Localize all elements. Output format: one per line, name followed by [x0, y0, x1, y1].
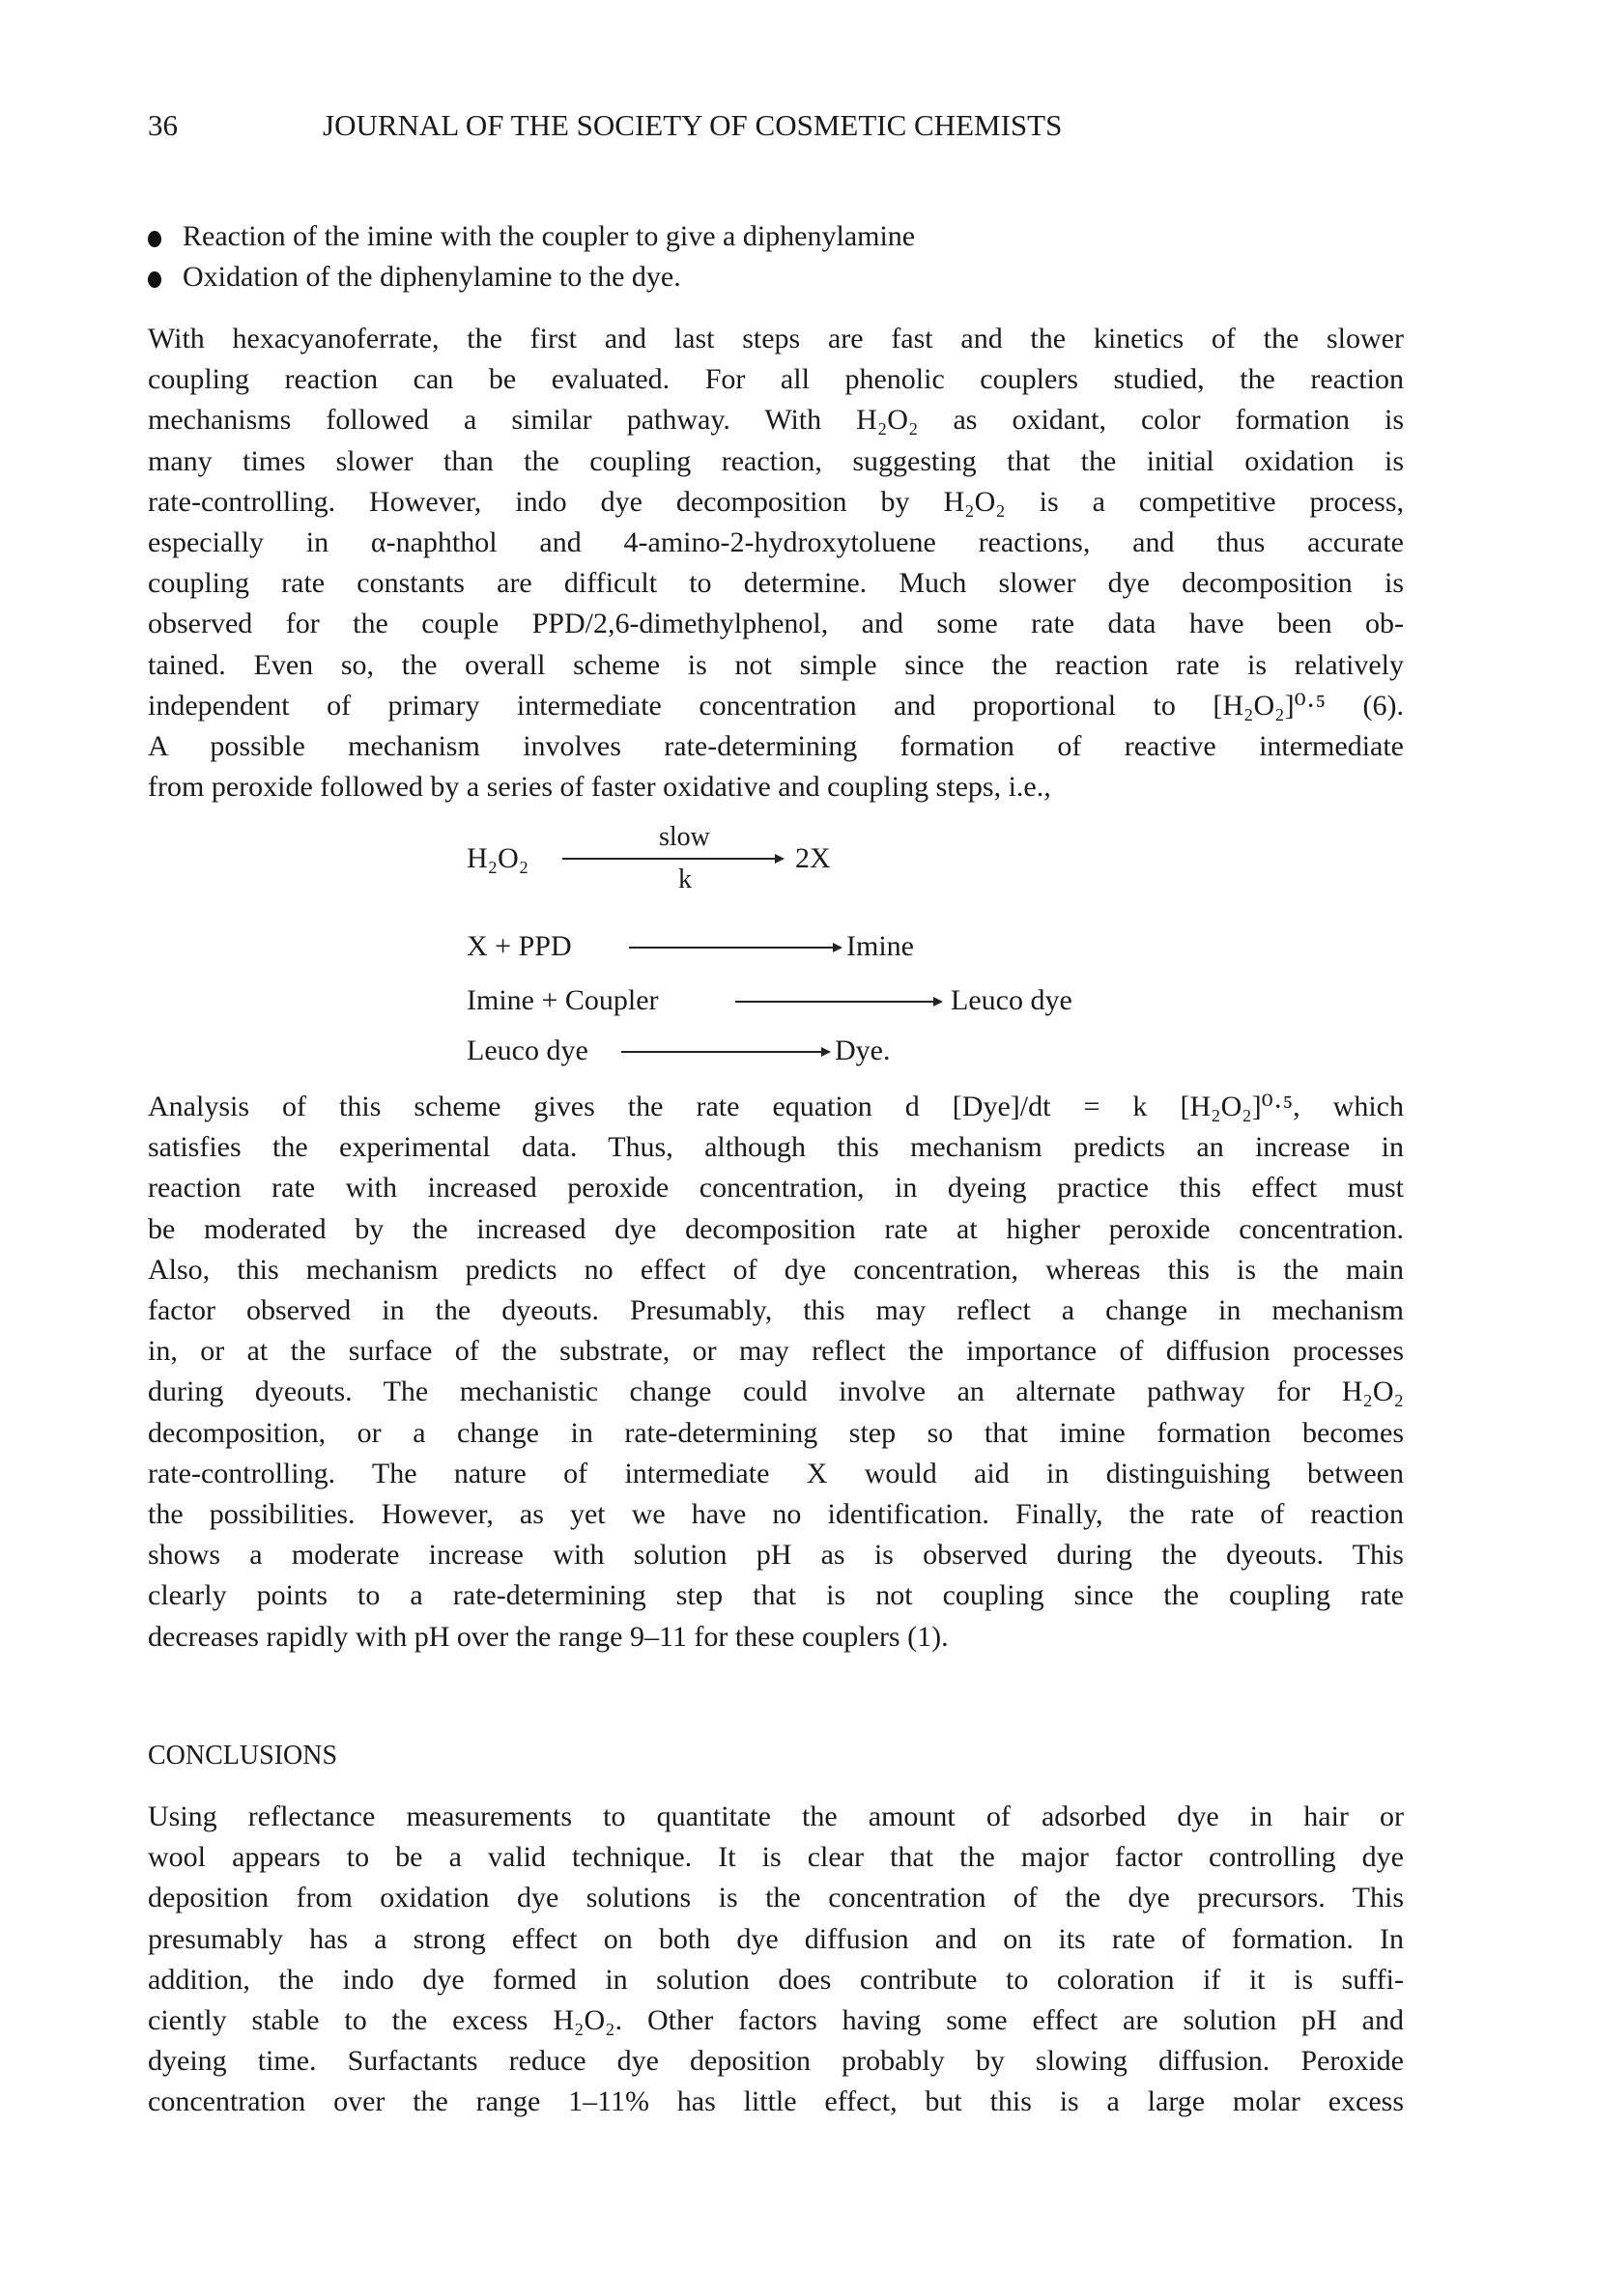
reaction-arrow [562, 858, 783, 860]
bullet-item [148, 257, 681, 298]
text-line: during dyeouts. The mechanistic change could involve an alternate pathway for H₂O₂ [148, 1375, 1404, 1408]
reaction-arrow [735, 1001, 941, 1003]
text-line: observed for the couple PPD/2,6-dimethylphenol, and some rate data have been ob- [148, 608, 1404, 640]
bullet-item [148, 216, 915, 257]
eq2-product: Imine [846, 930, 914, 962]
text-line: coupling reaction can be evaluated. For all phenolic couplers studied, the reaction [148, 363, 1404, 396]
text-line: presumably has a strong effect on both dye diffusion and on its rate of formation. In [148, 1922, 1404, 1955]
eq1-label-above: slow [659, 822, 710, 852]
text-line: clearly points to a rate-determining step that is not coupling since the coupling rate [148, 1579, 1404, 1612]
text-line: decreases rapidly with pH over the range 9–11 for these couplers (1). [148, 1620, 949, 1653]
page-number: 36 [148, 108, 178, 142]
bullet-text: Oxidation of the diphenylamine to the dye. [183, 261, 681, 293]
text-line: from peroxide followed by a series of faster oxidative and coupling steps, i.e., [148, 771, 1051, 804]
eq3-product: Leuco dye [951, 984, 1072, 1016]
text-line: be moderated by the increased dye decomposition rate at higher peroxide concentration. [148, 1212, 1404, 1245]
eq4-product: Dye. [835, 1035, 891, 1066]
text-line: factor observed in the dyeouts. Presumably, this may reflect a change in mechanism [148, 1294, 1404, 1326]
text-line: reaction rate with increased peroxide concentration, in dyeing practice this effect must [148, 1172, 1404, 1205]
bullet-icon [148, 271, 161, 288]
text-line: tained. Even so, the overall scheme is not simple since the reaction rate is relatively [148, 648, 1404, 681]
eq3-reactant: Imine + Coupler [467, 984, 659, 1016]
eq4-reactant: Leuco dye [467, 1035, 588, 1066]
text-line: shows a moderate increase with solution pH as is observed during the dyeouts. This [148, 1539, 1404, 1572]
text-line: in, or at the surface of the substrate, or may reflect the importance of diffusion processes [148, 1335, 1404, 1368]
section-heading-conclusions: CONCLUSIONS [148, 1741, 338, 1771]
eq1-product: 2X [795, 842, 831, 874]
text-line: deposition from oxidation dye solutions is the concentration of the dye precursors. This [148, 1882, 1404, 1914]
reaction-arrow [629, 947, 841, 949]
text-line: ciently stable to the excess H₂O₂. Other factors having some effect are solution pH and [148, 2004, 1404, 2036]
text-line: mechanisms followed a similar pathway. With H₂O₂ as oxidant, color formation is [148, 404, 1404, 437]
text-line: the possibilities. However, as yet we have no identification. Finally, the rate of reaction [148, 1498, 1404, 1530]
text-line: decomposition, or a change in rate-determining step so that imine formation becomes [148, 1416, 1404, 1449]
text-line: Analysis of this scheme gives the rate equation d [Dye]/dt = k [H₂O₂]⁰·⁵, which [148, 1091, 1404, 1122]
text-line: concentration over the range 1–11% has little effect, but this is a large molar excess [148, 2085, 1404, 2118]
bullet-text: Reaction of the imine with the coupler to give a diphenylamine [183, 220, 916, 252]
reaction-arrow [621, 1051, 829, 1053]
text-line: coupling rate constants are difficult to determine. Much slower dye decomposition is [148, 567, 1404, 600]
text-line: rate-controlling. The nature of intermediate X would aid in distinguishing between [148, 1457, 1404, 1489]
text-line: especially in α-naphthol and 4-amino-2-hydroxytoluene reactions, and thus accurate [148, 526, 1404, 558]
bullet-icon [148, 231, 161, 247]
eq1-reactant: H₂O₂ [467, 842, 529, 874]
running-header: JOURNAL OF THE SOCIETY OF COSMETIC CHEMISTS [323, 108, 1063, 142]
text-line: With hexacyanoferrate, the first and last steps are fast and the kinetics of the slower [148, 323, 1404, 354]
text-line: Using reflectance measurements to quantitate the amount of adsorbed dye in hair or [148, 1800, 1404, 1832]
text-line: A possible mechanism involves rate-determining formation of reactive intermediate [148, 730, 1404, 762]
eq2-reactant: X + PPD [467, 930, 572, 962]
text-line: many times slower than the coupling reaction, suggesting that the initial oxidation is [148, 444, 1404, 477]
text-line: satisfies the experimental data. Thus, although this mechanism predicts an increase in [148, 1131, 1404, 1164]
text-line: rate-controlling. However, indo dye decomposition by H₂O₂ is a competitive process, [148, 485, 1404, 518]
text-line: Also, this mechanism predicts no effect of dye concentration, whereas this is the main [148, 1253, 1404, 1286]
text-line: wool appears to be a valid technique. It is clear that the major factor controlling dye [148, 1841, 1404, 1874]
text-line: independent of primary intermediate concentration and proportional to [H₂O₂]⁰·⁵ (6). [148, 689, 1404, 722]
text-line: addition, the indo dye formed in solution does contribute to coloration if it is suffi- [148, 1963, 1404, 1996]
text-line: dyeing time. Surfactants reduce dye deposition probably by slowing diffusion. Peroxide [148, 2045, 1404, 2078]
eq1-label-below: k [678, 865, 692, 894]
